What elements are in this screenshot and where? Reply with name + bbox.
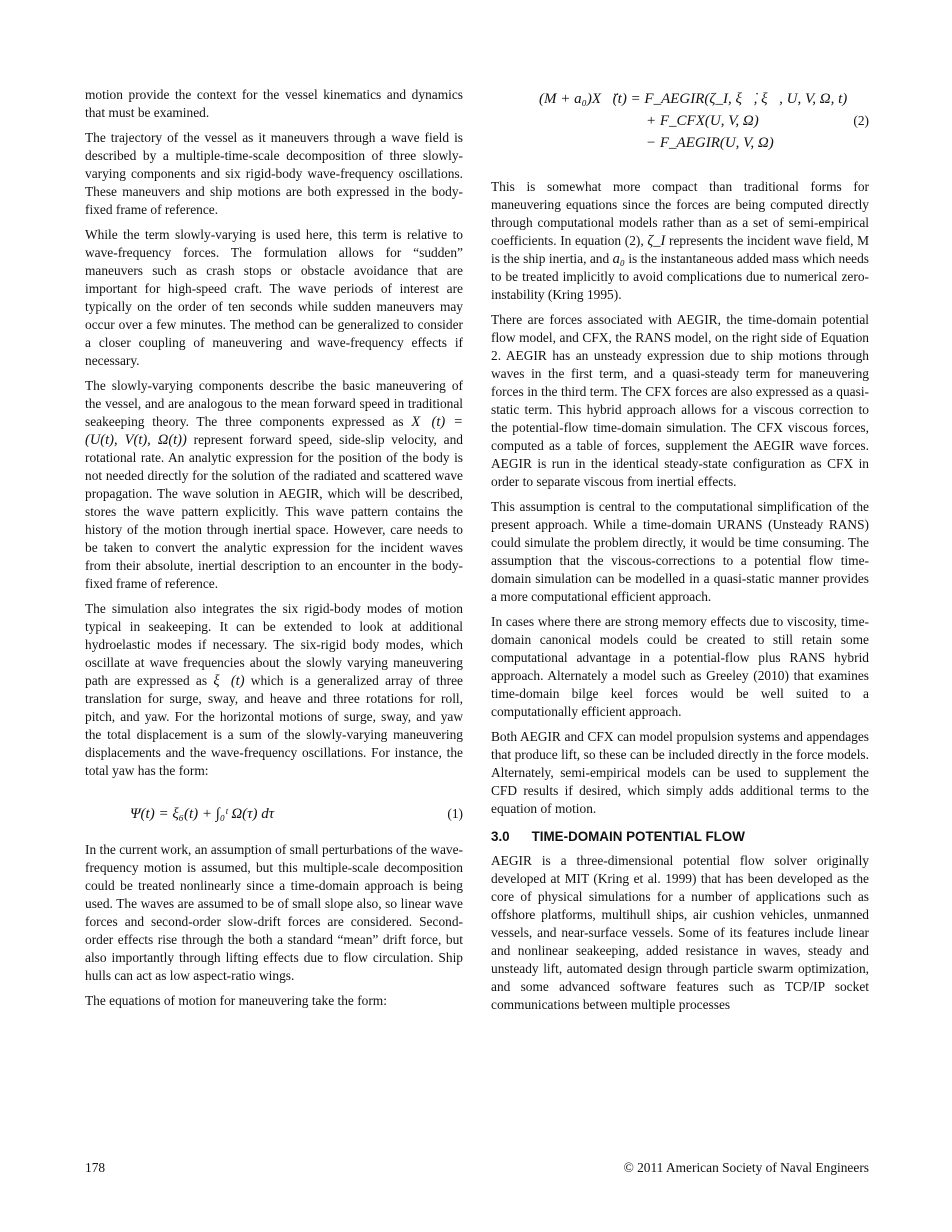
text: The simulation also integrates the six rigid-body modes of motion typical in seakeeping. It can be extended to look at additional hydroelastic modes if necessary. The six-rigid body modes, which oscillate at wave frequencies about the slowly varying maneuvering path are expressed as: [85, 601, 463, 688]
equation-body: Ψ(t) = ξ₆(t) + ∫₀ᵗ Ω(τ) dτ: [130, 806, 275, 822]
paragraph: There are forces associated with AEGIR, the time-domain potential flow model, and CFX, the RANS model, on the right side of Equation 2. AEGIR has an unsteady expression due to ship motions through waves in the first term, and a quasi-steady term for maneuvering forces in the third term. The CFX forces are also expressed as a quasi-static term. This hybrid approach allows for a viscous correction to the potential-flow time-domain simulation. The CFX viscous forces, computed as a table of forces, supplement the AEGIR wave forces. AEGIR is run in the identical steady-state configuration as CFX in order to separate viscous from inertial effects.: [491, 312, 869, 489]
paragraph: The equations of motion for maneuvering take the form:: [85, 993, 387, 1008]
equation-number: (2): [853, 113, 869, 128]
paragraph: This assumption is central to the computational simplification of the present approach. While a time-domain URANS (Unsteady RANS) could simulate the problem directly, it would be time consuming. The assumption that the viscous-corrections to a potential flow time-domain simulation can be modelled in a quasi-static manner provides a more computational efficient approach.: [491, 499, 869, 604]
paragraph: In the current work, an assumption of small perturbations of the wave-frequency motion is assumed, but this multiple-scale decomposition could be treated nonlinearly since a time-domain approach is being used. The waves are assumed to be of small slope also, so linear wave forces and second-order slow-drift forces are considered. Second-order effects rise through the both a standard “mean” drift force, but also importantly through lifting effects due to flow circulation. Ship hulls can act as low aspect-ratio wings.: [85, 842, 463, 983]
text: represent forward speed, side-slip velocity, and rotational rate. An analytic expression for the position of the body is not needed directly for the solution of the radiated and scattered wave propagation. The wave solution in AEGIR, which will be described, stores the wave pattern explicitly. This wave pattern contains the history of the motion through inertial space. However, care needs to be taken to convert the analytic expression for the incident waves from their absolute, inertial description to an encounter in the body-fixed frame of reference.: [85, 432, 463, 591]
section-heading: [491, 828, 869, 846]
equation-line: − F_AEGIR(U, V, Ω): [646, 135, 774, 151]
paragraph: motion provide the context for the vessel kinematics and dynamics that must be examined.: [85, 87, 463, 120]
inline-math: ζ_I: [647, 233, 666, 249]
paragraph: [85, 600, 463, 780]
section-title: TIME-DOMAIN POTENTIAL FLOW: [531, 829, 745, 844]
inline-math: X⃗(t) = (U(t), V(t), Ω(t)): [85, 414, 463, 448]
paragraph: [85, 377, 463, 593]
inline-math: ξ⃗(t): [213, 673, 245, 689]
text: This is somewhat more compact than traditional forms for maneuvering equations since the forces are being computed directly through computational models rather than as a set of semi-empirical coefficients. In equation (2),: [491, 179, 869, 248]
equation-2: [491, 88, 869, 178]
equation-number: (1): [447, 806, 463, 821]
section-number: 3.0: [491, 829, 510, 844]
text: is the instantaneous added mass which needs to be treated implicitly to avoid complications due to numerical zero-instability (Kring 1995).: [491, 251, 869, 302]
text: The slowly-varying components describe the basic maneuvering of the vessel, and are analogous to the mean forward speed in traditional seakeeping theory. The three components expressed as: [85, 378, 463, 429]
copyright: © 2011 American Society of Naval Engineers: [623, 1160, 869, 1175]
paragraph: Both AEGIR and CFX can model propulsion systems and appendages that produce lift, so these can be included directly in the force models. Alternately, semi-empirical models can be used to supplement the CFD results if desired, which simply adds additional terms to the equation of motion.: [491, 729, 869, 816]
paragraph: The trajectory of the vessel as it maneuvers through a wave field is described by a multiple-time-scale decomposition of three slowly-varying components and six rigid-body wave-frequency oscillations. These maneuvers and ship motions are both expressed in the body-fixed frame of reference.: [85, 130, 463, 217]
page-number: 178: [85, 1160, 106, 1175]
inline-math: a₀: [612, 251, 625, 267]
paragraph: [491, 178, 869, 304]
paragraph: While the term slowly-varying is used here, this term is relative to wave-frequency forces. The formulation allows for “sudden” maneuvers such as crash stops or obstacle avoidance that are important for high-speed craft. The wave periods of interest are typically on the order of ten seconds while sudden maneuvers may occur over a few minutes. The method can be generalized to consider a closer coupling of maneuvering and wave-frequency effects if necessary.: [85, 227, 463, 368]
equation-line: + F_CFX(U, V, Ω): [646, 113, 759, 129]
equation-line: (M + a₀)X⃗̈(t) = F_AEGIR(ζ_I, ξ⃗̇, ξ⃗, U, V, Ω, t): [539, 91, 848, 107]
left-column: [85, 86, 463, 1017]
paragraph: In cases where there are strong memory effects due to viscosity, time-domain canonical models could be created to still retain some computational advantage in a potential-flow plus RANS hybrid approach. Alternately a model such as Greeley (2010) that examines time-domain bilge keel forces would be well suited to a computationally efficient approach.: [491, 614, 869, 719]
equation-1: [85, 787, 463, 841]
text: which is a generalized array of three translation for surge, sway, and heave and three rotations for roll, pitch, and yaw. For the horizontal motions of surge, sway, and yaw the total displacement is a sum of the slowly-varying maneuvering displacements and the wave-frequency oscillations. For instance, the total yaw has the form:: [85, 673, 463, 778]
paragraph: AEGIR is a three-dimensional potential flow solver originally developed at MIT (Kring et al. 1999) that has been developed as the core of physical simulations for a number of applications such as offshore platforms, multihull ships, air cushion vehicles, unmanned vessels, and near-surface vessels. Some of its features include linear and nonlinear seakeeping, added resistance in waves, steady and unsteady lift, automated design through particle swarm optimization, and some advanced software features such as TCP/IP socket communications between multiple processes: [491, 853, 869, 1012]
right-column: [491, 86, 869, 1021]
text: represents the incident wave field, M is the ship inertia, and: [491, 233, 870, 266]
